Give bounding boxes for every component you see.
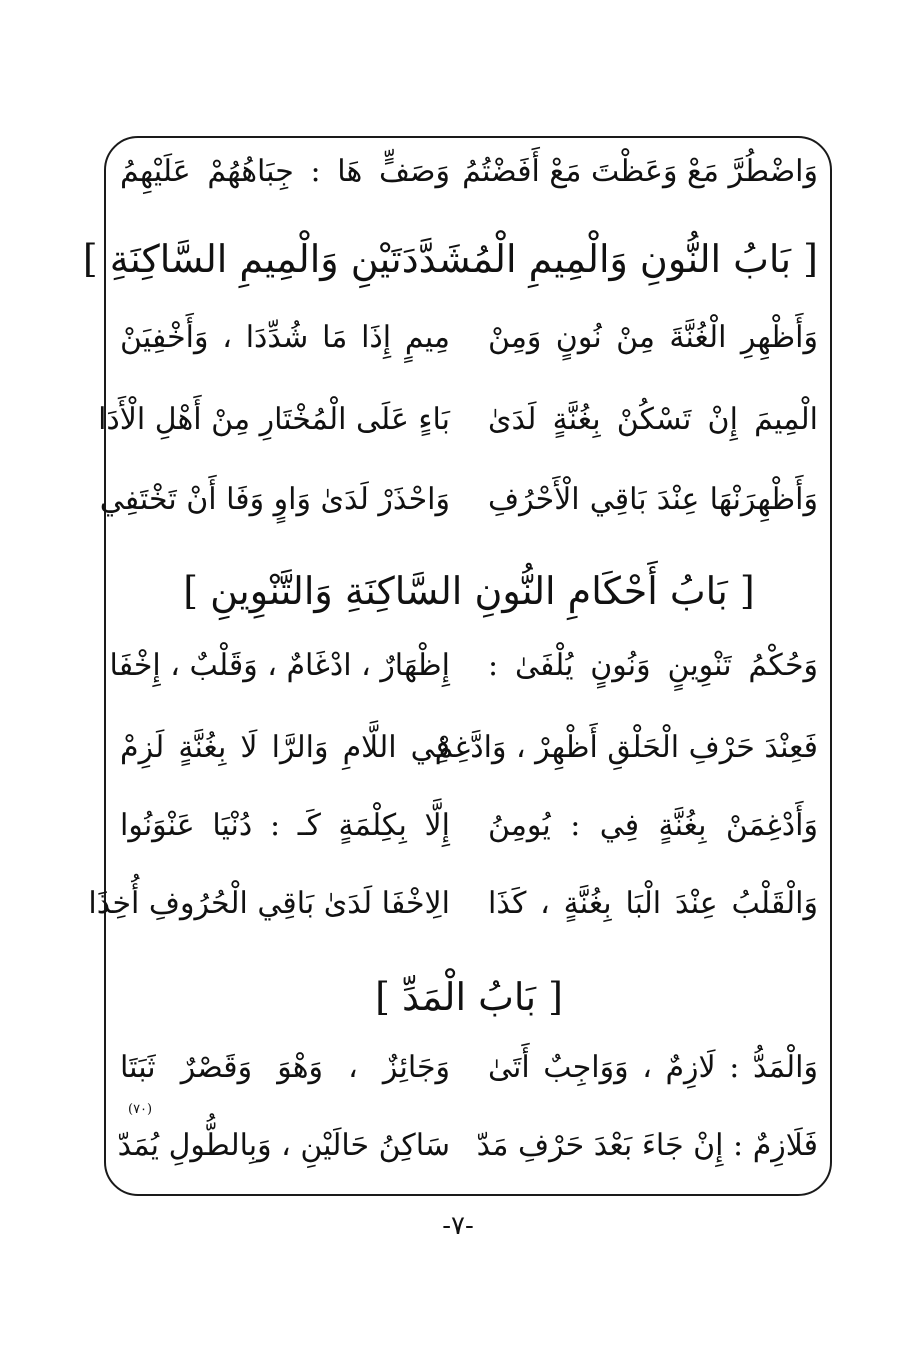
verse-first-hemistich: فَعِنْدَ حَرْفِ الْحَلْقِ أَظْهِرْ ، وَادَّغِمْ bbox=[434, 730, 818, 765]
verse-line bbox=[120, 798, 818, 854]
section-heading-noon-sakinah-tanween: [ بَابُ أَحْكَامِ النُّونِ السَّاكِنَةِ وَالتَّنْوِينِ ] bbox=[183, 569, 755, 613]
verse-line bbox=[120, 144, 818, 200]
verse-second-hemistich: مِيمٍ إِذَا مَا شُدِّدَا ، وَأَخْفِيَنْ bbox=[120, 320, 450, 355]
verse-first-hemistich: وَحُكْمُ تَنْوِينٍ وَنُونٍ يُلْفَىٰ : bbox=[488, 648, 818, 683]
verse-second-hemistich: وَصَفٍّ هَا : جِبَاهُهُمْ عَلَيْهِمُ bbox=[120, 154, 450, 189]
verse-first-hemistich: وَالْمَدُّ : لَازِمٌ ، وَوَاجِبٌ أَتَىٰ bbox=[488, 1050, 818, 1085]
verse-second-hemistich: فِي اللَّامِ وَالرَّا لَا بِغُنَّةٍ لَزِمْ bbox=[120, 730, 450, 765]
verse-first-hemistich: وَالْقَلْبُ عِنْدَ الْبَا بِغُنَّةٍ ، كَذَا bbox=[488, 886, 818, 921]
verse-count-marker: (٧٠) bbox=[128, 1102, 153, 1117]
verse-line bbox=[99, 472, 818, 528]
verse-line bbox=[120, 720, 818, 776]
poem-text-block bbox=[82, 142, 818, 1190]
verse-second-hemistich: سَاكِنُ حَالَيْنِ ، وَبِالطُّولِ يُمَدّ bbox=[117, 1128, 450, 1163]
verse-first-hemistich: وَاضْطُرَّ مَعْ وَعَظْتَ مَعْ أَفَضْتُمُ bbox=[462, 154, 818, 189]
verse-second-hemistich: وَجَائِزٌ ، وَهْوَ وَقَصْرٌ ثَبَتَا bbox=[120, 1050, 450, 1085]
verse-first-hemistich: وَأَظْهِرَنْهَا عِنْدَ بَاقِي الْأَحْرُفِ bbox=[488, 482, 818, 517]
verse-line bbox=[120, 310, 818, 366]
verse-first-hemistich: الْمِيمَ إِنْ تَسْكُنْ بِغُنَّةٍ لَدَىٰ bbox=[488, 402, 818, 437]
verse-second-hemistich: إِلَّا بِكِلْمَةٍ كَـ : دُنْيَا عَنْوَنُوا bbox=[120, 808, 450, 843]
verse-line bbox=[88, 876, 818, 932]
verse-second-hemistich: إِظْهَارٌ ، ادْغَامٌ ، وَقَلْبٌ ، إِخْفَا bbox=[109, 648, 450, 683]
verse-second-hemistich: بَاءٍ عَلَى الْمُخْتَارِ مِنْ أَهْلِ الْأَدَا bbox=[98, 402, 450, 437]
verse-line bbox=[120, 1040, 818, 1096]
section-heading-noon-meem-mushaddad: [ بَابُ النُّونِ وَالْمِيمِ الْمُشَدَّدَتَيْنِ وَالْمِيمِ السَّاكِنَةِ ] bbox=[82, 237, 818, 281]
verse-line bbox=[117, 1118, 818, 1174]
section-heading-madd: [ بَابُ الْمَدِّ ] bbox=[375, 975, 563, 1019]
page-number: -٧- bbox=[442, 1211, 474, 1241]
verse-line bbox=[98, 392, 818, 448]
verse-line bbox=[109, 638, 818, 694]
verse-second-hemistich: الِاخْفَا لَدَىٰ بَاقِي الْحُرُوفِ أُخِذَا bbox=[88, 886, 450, 921]
verse-first-hemistich: وَأَظْهِرِ الْغُنَّةَ مِنْ نُونٍ وَمِنْ bbox=[488, 320, 818, 355]
verse-first-hemistich: فَلَازِمٌ : إِنْ جَاءَ بَعْدَ حَرْفِ مَدّ bbox=[476, 1128, 818, 1163]
verse-second-hemistich: وَاحْذَرْ لَدَىٰ وَاوٍ وَفَا أَنْ تَخْتَفِي bbox=[99, 482, 450, 517]
verse-first-hemistich: وَأَدْغِمَنْ بِغُنَّةٍ فِي : يُومِنُ bbox=[488, 808, 818, 843]
